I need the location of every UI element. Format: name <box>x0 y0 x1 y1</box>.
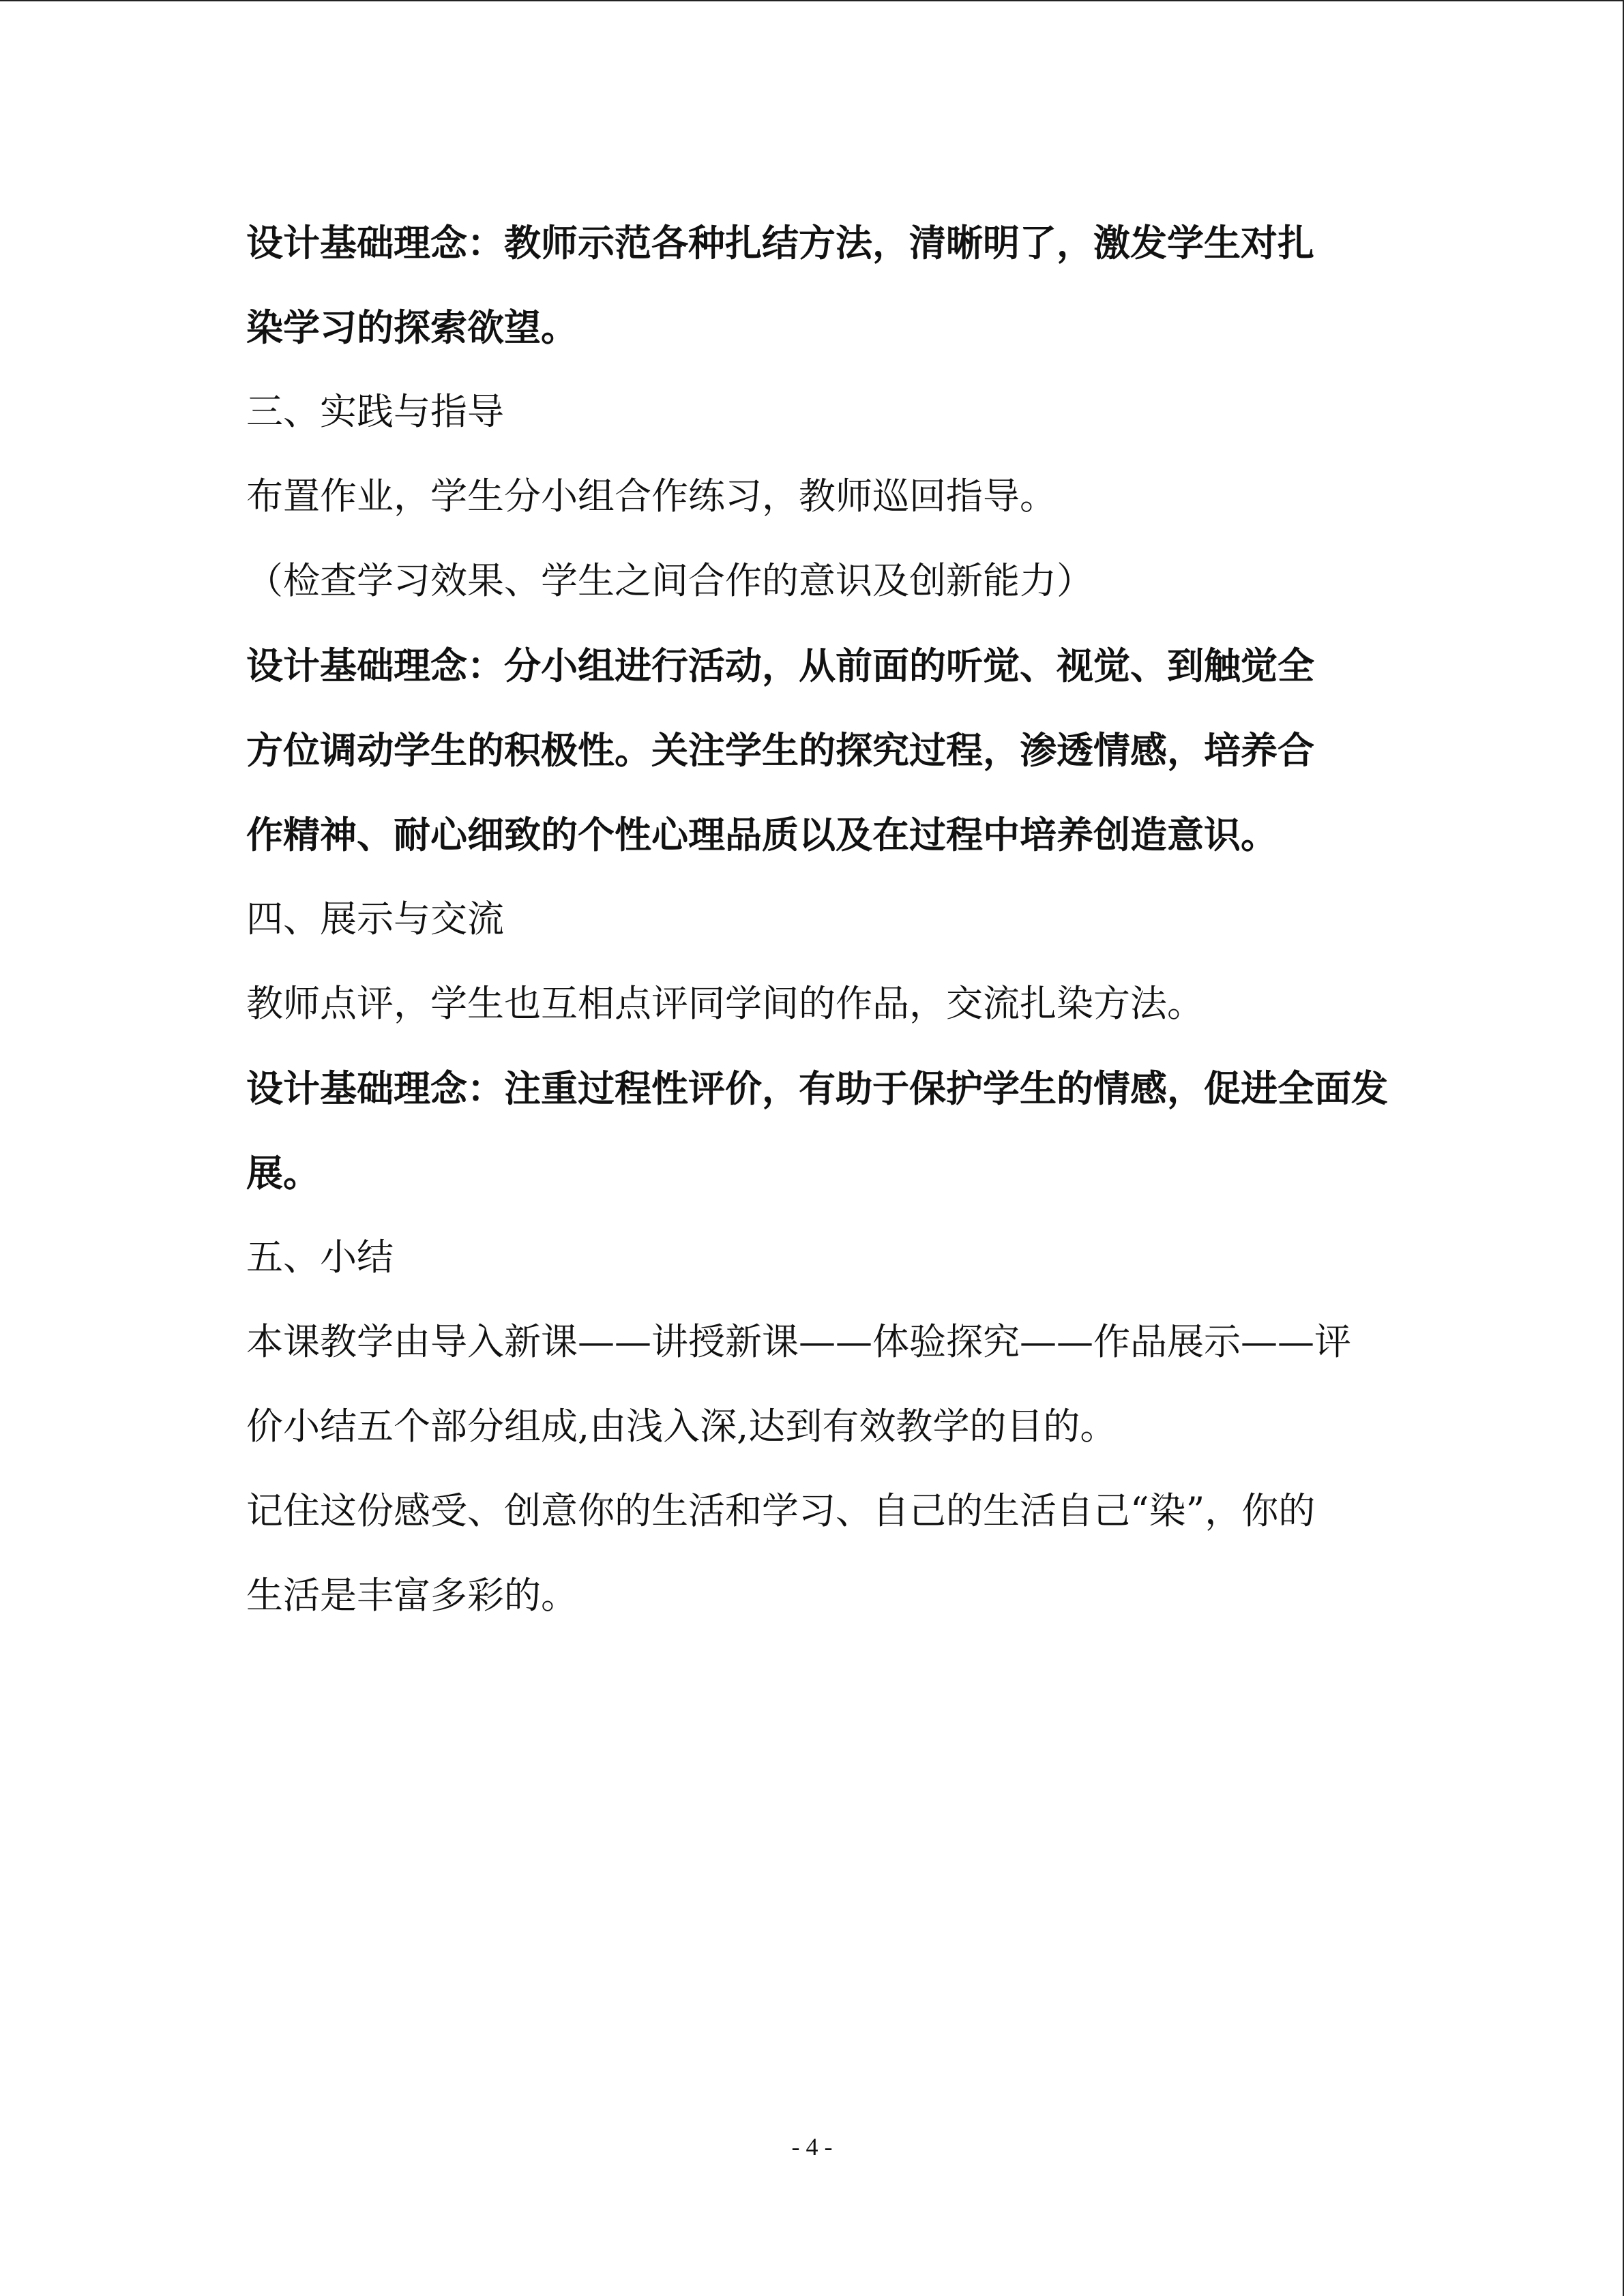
section-heading-summary: 五、小结 <box>246 1236 394 1279</box>
section-heading-display: 四、展示与交流 <box>246 897 504 940</box>
section-heading-practice: 三、实践与指导 <box>246 390 504 433</box>
design-concept-1-line-2: 染学习的探索欲望。 <box>246 305 578 349</box>
page-number: - 4 - <box>791 2133 833 2160</box>
practice-paragraph: 布置作业，学生分小组合作练习，教师巡回指导。 <box>246 475 1057 518</box>
closing-paragraph-line-2: 生活是丰富多彩的。 <box>246 1574 578 1617</box>
design-concept-3-line-2: 展。 <box>246 1151 320 1195</box>
closing-paragraph-line-1: 记住这份感受、创意你的生活和学习、自己的生活自己“染”，你的 <box>246 1489 1316 1532</box>
practice-note: （检查学习效果、学生之间合作的意识及创新能力） <box>246 559 1093 602</box>
design-concept-2-line-2: 方位调动学生的积极性。关注学生的探究过程，渗透情感，培养合 <box>246 728 1314 772</box>
summary-paragraph-line-2: 价小结五个部分组成,由浅入深,达到有效教学的目的。 <box>246 1405 1117 1448</box>
display-paragraph: 教师点评，学生也互相点评同学间的作品，交流扎染方法。 <box>246 982 1204 1025</box>
design-concept-1-line-1: 设计基础理念：教师示范各种扎结方法，清晰明了，激发学生对扎 <box>246 221 1314 265</box>
summary-paragraph-line-1: 本课教学由导入新课——讲授新课——体验探究——作品展示——评 <box>246 1320 1351 1363</box>
design-concept-3-line-1: 设计基础理念：注重过程性评价，有助于保护学生的情感，促进全面发 <box>246 1067 1388 1110</box>
design-concept-2-line-3: 作精神、耐心细致的个性心理品质以及在过程中培养创造意识。 <box>246 813 1278 856</box>
design-concept-2-line-1: 设计基础理念：分小组进行活动，从前面的听觉、视觉、到触觉全 <box>246 644 1314 687</box>
